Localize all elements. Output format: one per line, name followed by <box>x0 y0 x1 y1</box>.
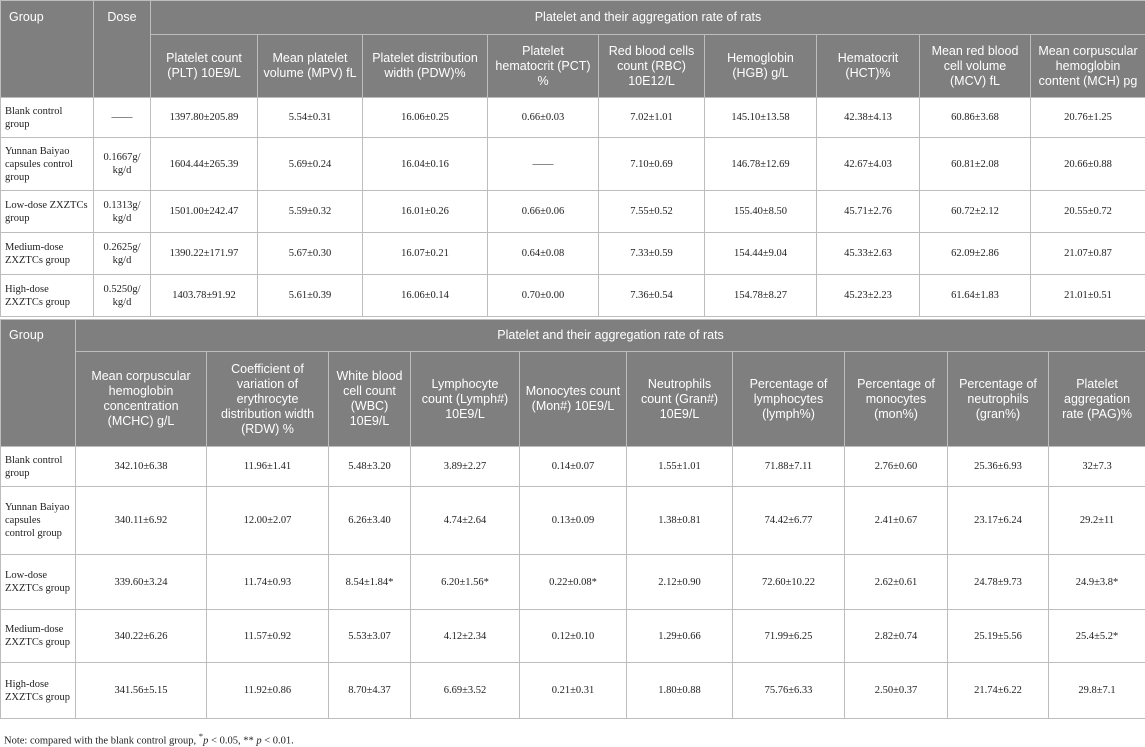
value-cell: 340.22±6.26 <box>76 610 207 663</box>
value-cell: 8.54±1.84* <box>329 555 411 610</box>
value-cell: 24.78±9.73 <box>948 555 1049 610</box>
value-cell: 71.88±7.11 <box>733 447 845 487</box>
value-cell: 25.36±6.93 <box>948 447 1049 487</box>
value-cell: 45.23±2.23 <box>817 275 920 317</box>
value-cell: 5.48±3.20 <box>329 447 411 487</box>
value-cell: 2.12±0.90 <box>627 555 733 610</box>
value-cell: 25.4±5.2* <box>1049 610 1145 663</box>
dose-header: Dose <box>94 1 151 98</box>
footnote: Note: compared with the blank control group, *p < 0.05, ** p < 0.01. <box>4 731 294 747</box>
table-row <box>1 447 1145 487</box>
value-cell: 23.17±6.24 <box>948 487 1049 555</box>
value-cell: 42.67±4.03 <box>817 138 920 191</box>
value-cell: 16.04±0.16 <box>363 138 488 191</box>
value-cell: 5.61±0.39 <box>258 275 363 317</box>
value-cell: 16.06±0.14 <box>363 275 488 317</box>
value-cell: 7.55±0.52 <box>599 191 705 233</box>
value-cell: 24.9±3.8* <box>1049 555 1145 610</box>
value-cell: 5.54±0.31 <box>258 98 363 138</box>
value-cell: 5.53±3.07 <box>329 610 411 663</box>
value-cell: 341.56±5.15 <box>76 663 207 719</box>
column-header: Percentage of neutrophils (gran%) <box>948 352 1049 447</box>
value-cell: 20.66±0.88 <box>1031 138 1145 191</box>
group-cell: Blank control group <box>1 447 76 487</box>
value-cell: 5.69±0.24 <box>258 138 363 191</box>
value-cell: 6.26±3.40 <box>329 487 411 555</box>
value-cell: 20.55±0.72 <box>1031 191 1145 233</box>
dose-cell: 0.1313g/ kg/d <box>94 191 151 233</box>
table-row <box>1 487 1145 555</box>
column-header: Mean corpuscular hemoglobin concentration (MCHC) g/L <box>76 352 207 447</box>
column-header: Platelet aggregation rate (PAG)% <box>1049 352 1145 447</box>
group-cell: Blank control group <box>1 98 94 138</box>
dose-cell: 0.1667g/ kg/d <box>94 138 151 191</box>
table-row <box>1 98 1145 138</box>
table-row <box>1 233 1145 275</box>
column-header: Mean platelet volume (MPV) fL <box>258 35 363 98</box>
value-cell: 62.09±2.86 <box>920 233 1031 275</box>
group-header: Group <box>1 320 76 447</box>
value-cell: 1403.78±91.92 <box>151 275 258 317</box>
value-cell: 42.38±4.13 <box>817 98 920 138</box>
column-header: Percentage of lymphocytes (lymph%) <box>733 352 845 447</box>
value-cell: 154.78±8.27 <box>705 275 817 317</box>
value-cell: 0.22±0.08* <box>520 555 627 610</box>
group-cell: Medium-dose ZXZTCs group <box>1 610 76 663</box>
value-cell: 7.10±0.69 <box>599 138 705 191</box>
dose-cell: 0.5250g/ kg/d <box>94 275 151 317</box>
value-cell: 342.10±6.38 <box>76 447 207 487</box>
value-cell: 340.11±6.92 <box>76 487 207 555</box>
value-cell: 60.72±2.12 <box>920 191 1031 233</box>
column-header: Platelet distribution width (PDW)% <box>363 35 488 98</box>
value-cell: 21.74±6.22 <box>948 663 1049 719</box>
value-cell: 45.33±2.63 <box>817 233 920 275</box>
value-cell: 71.99±6.25 <box>733 610 845 663</box>
table-row <box>1 663 1145 719</box>
column-header: Platelet count (PLT) 10E9/L <box>151 35 258 98</box>
value-cell: 6.20±1.56* <box>411 555 520 610</box>
value-cell: 155.40±8.50 <box>705 191 817 233</box>
table-row <box>1 275 1145 317</box>
value-cell: 2.50±0.37 <box>845 663 948 719</box>
value-cell: 1.38±0.81 <box>627 487 733 555</box>
value-cell: 72.60±10.22 <box>733 555 845 610</box>
value-cell: 11.96±1.41 <box>207 447 329 487</box>
value-cell: 45.71±2.76 <box>817 191 920 233</box>
column-header: Percentage of monocytes (mon%) <box>845 352 948 447</box>
value-cell: 2.41±0.67 <box>845 487 948 555</box>
value-cell: 1.29±0.66 <box>627 610 733 663</box>
table-row <box>1 138 1145 191</box>
value-cell: 7.33±0.59 <box>599 233 705 275</box>
column-header: White blood cell count (WBC) 10E9/L <box>329 352 411 447</box>
value-cell: 145.10±13.58 <box>705 98 817 138</box>
value-cell: 61.64±1.83 <box>920 275 1031 317</box>
column-header: Hematocrit (HCT)% <box>817 35 920 98</box>
value-cell: 21.07±0.87 <box>1031 233 1145 275</box>
dose-cell: —— <box>94 98 151 138</box>
value-cell: 2.76±0.60 <box>845 447 948 487</box>
group-cell: Yunnan Baiyao capsules control group <box>1 487 76 555</box>
value-cell: 74.42±6.77 <box>733 487 845 555</box>
table-row <box>1 610 1145 663</box>
value-cell: 21.01±0.51 <box>1031 275 1145 317</box>
column-header: Red blood cells count (RBC) 10E12/L <box>599 35 705 98</box>
column-header: Monocytes count (Mon#) 10E9/L <box>520 352 627 447</box>
value-cell: 29.2±11 <box>1049 487 1145 555</box>
value-cell: 11.74±0.93 <box>207 555 329 610</box>
value-cell: 0.66±0.03 <box>488 98 599 138</box>
value-cell: 1397.80±205.89 <box>151 98 258 138</box>
table-title: Platelet and their aggregation rate of rats <box>151 1 1145 35</box>
group-cell: Low-dose ZXZTCs group <box>1 555 76 610</box>
group-cell: High-dose ZXZTCs group <box>1 663 76 719</box>
group-cell: Low-dose ZXZTCs group <box>1 191 94 233</box>
column-header: Mean corpuscular hemoglobin content (MCH) pg <box>1031 35 1145 98</box>
column-header: Platelet hematocrit (PCT) % <box>488 35 599 98</box>
value-cell: 4.12±2.34 <box>411 610 520 663</box>
column-header: Hemoglobin (HGB) g/L <box>705 35 817 98</box>
group-cell: High-dose ZXZTCs group <box>1 275 94 317</box>
value-cell: 0.70±0.00 <box>488 275 599 317</box>
dose-cell: 0.2625g/ kg/d <box>94 233 151 275</box>
group-cell: Medium-dose ZXZTCs group <box>1 233 94 275</box>
value-cell: 2.62±0.61 <box>845 555 948 610</box>
value-cell: 4.74±2.64 <box>411 487 520 555</box>
table-row <box>1 555 1145 610</box>
column-header: Coefficient of variation of erythrocyte distribution width (RDW) % <box>207 352 329 447</box>
value-cell: 25.19±5.56 <box>948 610 1049 663</box>
value-cell: 0.64±0.08 <box>488 233 599 275</box>
value-cell: 154.44±9.04 <box>705 233 817 275</box>
value-cell: 29.8±7.1 <box>1049 663 1145 719</box>
value-cell: 16.07±0.21 <box>363 233 488 275</box>
value-cell: 6.69±3.52 <box>411 663 520 719</box>
value-cell: 60.81±2.08 <box>920 138 1031 191</box>
value-cell: 20.76±1.25 <box>1031 98 1145 138</box>
value-cell: 5.67±0.30 <box>258 233 363 275</box>
value-cell: 339.60±3.24 <box>76 555 207 610</box>
column-header: Lymphocyte count (Lymph#) 10E9/L <box>411 352 520 447</box>
value-cell: 60.86±3.68 <box>920 98 1031 138</box>
value-cell: 11.92±0.86 <box>207 663 329 719</box>
value-cell: 1.80±0.88 <box>627 663 733 719</box>
value-cell: 5.59±0.32 <box>258 191 363 233</box>
value-cell: 32±7.3 <box>1049 447 1145 487</box>
value-cell: 16.01±0.26 <box>363 191 488 233</box>
value-cell: 75.76±6.33 <box>733 663 845 719</box>
value-cell: 11.57±0.92 <box>207 610 329 663</box>
value-cell: 7.02±1.01 <box>599 98 705 138</box>
value-cell: 0.66±0.06 <box>488 191 599 233</box>
value-cell: 7.36±0.54 <box>599 275 705 317</box>
column-header: Mean red blood cell volume (MCV) fL <box>920 35 1031 98</box>
value-cell: 1390.22±171.97 <box>151 233 258 275</box>
table-row <box>1 191 1145 233</box>
value-cell: 1.55±1.01 <box>627 447 733 487</box>
value-cell: 3.89±2.27 <box>411 447 520 487</box>
group-header: Group <box>1 1 94 98</box>
value-cell: 16.06±0.25 <box>363 98 488 138</box>
column-header: Neutrophils count (Gran#) 10E9/L <box>627 352 733 447</box>
value-cell: 146.78±12.69 <box>705 138 817 191</box>
table-title: Platelet and their aggregation rate of rats <box>76 320 1145 352</box>
value-cell: —— <box>488 138 599 191</box>
value-cell: 1501.00±242.47 <box>151 191 258 233</box>
value-cell: 2.82±0.74 <box>845 610 948 663</box>
value-cell: 0.13±0.09 <box>520 487 627 555</box>
value-cell: 12.00±2.07 <box>207 487 329 555</box>
hematology-table-1 <box>0 0 1145 317</box>
value-cell: 0.21±0.31 <box>520 663 627 719</box>
value-cell: 0.12±0.10 <box>520 610 627 663</box>
hematology-table-2 <box>0 319 1145 719</box>
value-cell: 1604.44±265.39 <box>151 138 258 191</box>
value-cell: 8.70±4.37 <box>329 663 411 719</box>
group-cell: Yunnan Baiyao capsules control group <box>1 138 94 191</box>
value-cell: 0.14±0.07 <box>520 447 627 487</box>
